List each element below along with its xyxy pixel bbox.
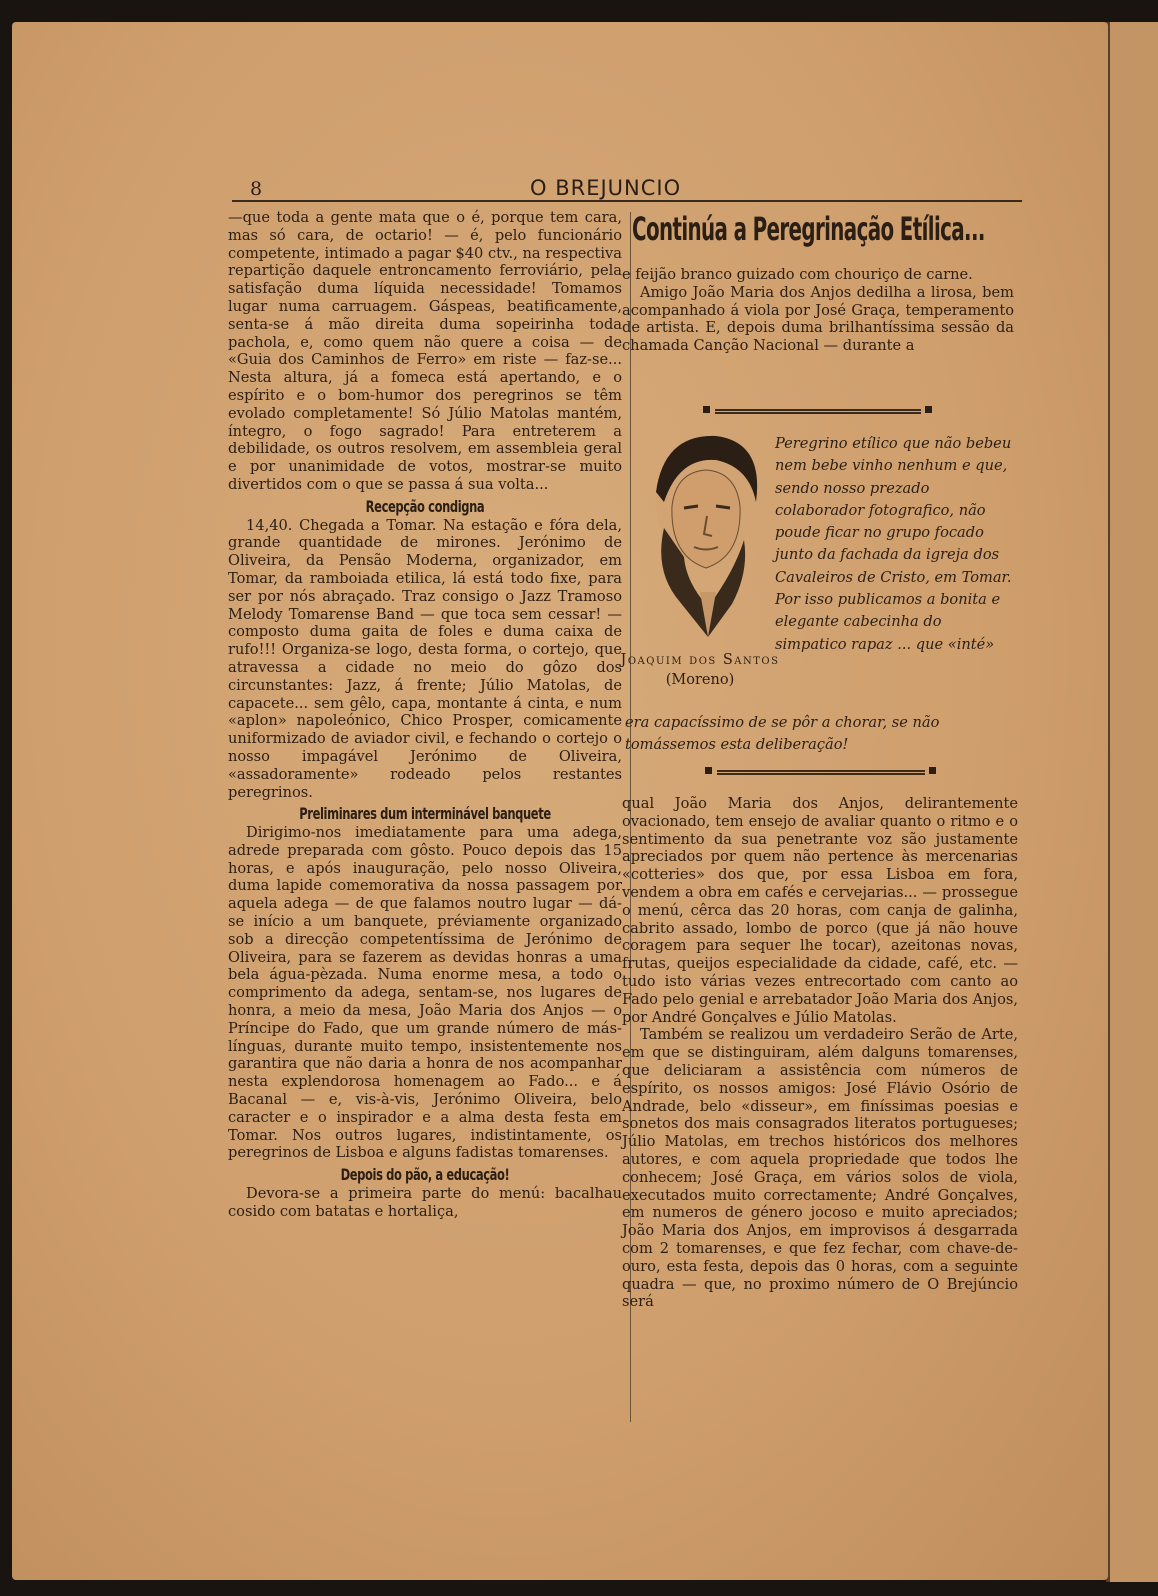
- left-column: [228, 209, 622, 1221]
- newspaper-title: O BREJUNCIO: [530, 176, 682, 200]
- right-body-1: qual João Maria dos Anjos, delirantemente ovacionado, tem ensejo de avaliar quanto o ritmo e o sentimento da sua penetrante voz são justamente apreciados por quem não pertence às mercenarias «cotteries» dos que, por essa Lisboa em fora, vendem a obra em cafés e cervejarias... — prossegue o menú, cêrca das 20 horas, com canja de galinha, cabrito assado, lombo de porco (que já não houve coragem para sequer lhe tocar), azeitonas novas, frutas, queijos especialidade da cidade, café, etc. — tudo isto várias vezes entrecortado com canto ao Fado pelo genial e arrebatador João Maria dos Anjos, por André Gonçalves e Júlio Matolas.: [622, 795, 1018, 1026]
- ornament-rule-top: [703, 406, 933, 414]
- caption-nickname: (Moreno): [665, 672, 735, 688]
- photo-caption: [620, 650, 780, 690]
- banquet-paragraph: Dirigimo-nos imediatamente para uma adega, adrede preparada com gôsto. Pouco depois das 15 horas, e após inauguração, pelo nosso Oliveira, duma lapide comemorativa da nossa passagem por aquela adega — de que falamos noutro lugar — dá-se início a um banquete, préviamente organizado sob a direcção competentíssima de Jerónimo de Oliveira, para se fazerem as devidas honras a uma bela água-pèzada. Numa enorme mesa, a todo o comprimento da adega, sentam-se, nos lugares de honra, a meio da mesa, João Maria dos Anjos — o Príncipe do Fado, que um grande número de más-línguas, durante muito tempo, insistentemente nos garantira que não daria a honra de nos acompanhar nesta explendorosa homenagem ao Fado... e á Bacanal — e, vis-à-vis, Jerónimo Oliveira, belo caracter e o inspirador e a alma desta festa em Tomar. Nos outros lugares, indistintamente, os peregrinos de Lisboa e alguns fadistas tomarenses.: [228, 824, 622, 1162]
- section-heading-banquet: Preliminares dum interminável banquete: [299, 804, 551, 824]
- education-paragraph: Devora-se a primeira parte do menú: bacalhau cosido com batatas e hortaliça,: [228, 1185, 622, 1220]
- caption-name: Joaquim dos Santos: [620, 652, 780, 668]
- right-intro-2: Amigo João Maria dos Anjos dedilha a lirosa, bem acompanhado á viola por José Graça, temperamento de artista. E, depois duma brilhantíssima sessão da chamada Canção Nacional — durante a: [622, 283, 1014, 355]
- article-headline: Continúa a Peregrinação Etílica...: [632, 210, 985, 248]
- section-heading-reception: Recepção condigna: [365, 496, 485, 516]
- portrait-photo: [624, 432, 774, 642]
- right-column-top: [622, 266, 1014, 355]
- right-column-bottom: [622, 795, 1018, 1311]
- ornament-rule-bottom: [705, 767, 938, 775]
- photo-box-text: Peregrino etílico que não bebeu nem bebe vinho nenhum e que, sendo nosso prezado colaborador fotografico, não poude ficar no grupo focado junto da fachada da igreja dos Cavaleiros de Cristo, em Tomar. Por isso publicamos a bonita e elegante cabecinha do simpatico rapaz ... que «inté»: [775, 435, 1012, 653]
- photo-box-text-tail: era capacíssimo de se pôr a chorar, se não tomássemos esta deliberação!: [625, 714, 940, 754]
- header-rule: [232, 200, 1022, 202]
- reception-paragraph: 14,40. Chegada a Tomar. Na estação e fóra dela, grande quantidade de mirones. Jerónimo de Oliveira, da Pensão Moderna, organizador, em Tomar, da ramboiada etilica, lá está todo fixe, para ser por nós abraçado. Traz consigo o Jazz Tramoso Melody Tomarense Band — que toca sem cessar! — composto duma gaita de foles e duma caixa de rufo!!! Organiza-se logo, desta forma, o cortejo, que atravessa a cidade no meio do gôzo dos circunstantes: Jazz, á frente; Júlio Matolas, de capacete... sem gêlo, capa, montante á cinta, e num «aplon» napoleónico, Chico Prosper, comicamente uniformizado de aviador civil, e fechando o cortejo o nosso impagável Jerónimo de Oliveira, «assadoramente» rodeado pelos restantes peregrinos.: [228, 516, 622, 801]
- intro-paragraph: —que toda a gente mata que o é, porque tem cara, mas só cara, de octario! — é, pelo funcionário competente, intimado a pagar $40 ctv., na respectiva repartição daquele entroncamento ferroviário, pela satisfação duma líquida necessidade! Tomamos lugar numa carruagem. Gáspeas, beatificamente, senta-se á mão direita duma sopeirinha toda pachola, e, como quem não quere a coisa — de «Guia dos Caminhos de Ferro» em riste — faz-se... Nesta altura, já a fomeca está apertando, e o espírito e o bom-humor dos peregrinos se têm evolado completamente! Só Júlio Matolas mantém, íntegro, o fogo sagrado! Para entreterem a debilidade, os outros resolvem, em assembleia geral e por unanimidade de votos, mostrar-se muito divertidos com o que se passa á sua volta...: [228, 209, 622, 493]
- right-intro-1: e feijão branco guizado com chouriço de carne.: [622, 266, 973, 283]
- adjacent-page-edge: [1110, 22, 1158, 1582]
- right-body-2: Também se realizou um verdadeiro Serão de Arte, em que se distinguiram, além dalguns tomarenses, que deliciaram a assistência com números de espírito, os nossos amigos: José Flávio Osório de Andrade, belo «disseur», em finíssimas poesias e sonetos dos mais consagrados literatos portugueses; Júlio Matolas, em trechos históricos dos melhores autores, e com aquela propriedade que todos lhe conhecem; José Graça, em vários solos de viola, executados muito correctamente; André Gonçalves, em numeros de género jocoso e muito apreciados; João Maria dos Anjos, em improvisos á desgarrada com 2 tomarenses, e que fez fechar, com chave-de-ouro, esta festa, depois das 0 horas, com a seguinte quadra — que, no proximo número de O Brejúncio será: [622, 1026, 1018, 1311]
- page-number: 8: [250, 178, 263, 200]
- section-heading-education: Depois do pão, a educação!: [340, 1165, 510, 1185]
